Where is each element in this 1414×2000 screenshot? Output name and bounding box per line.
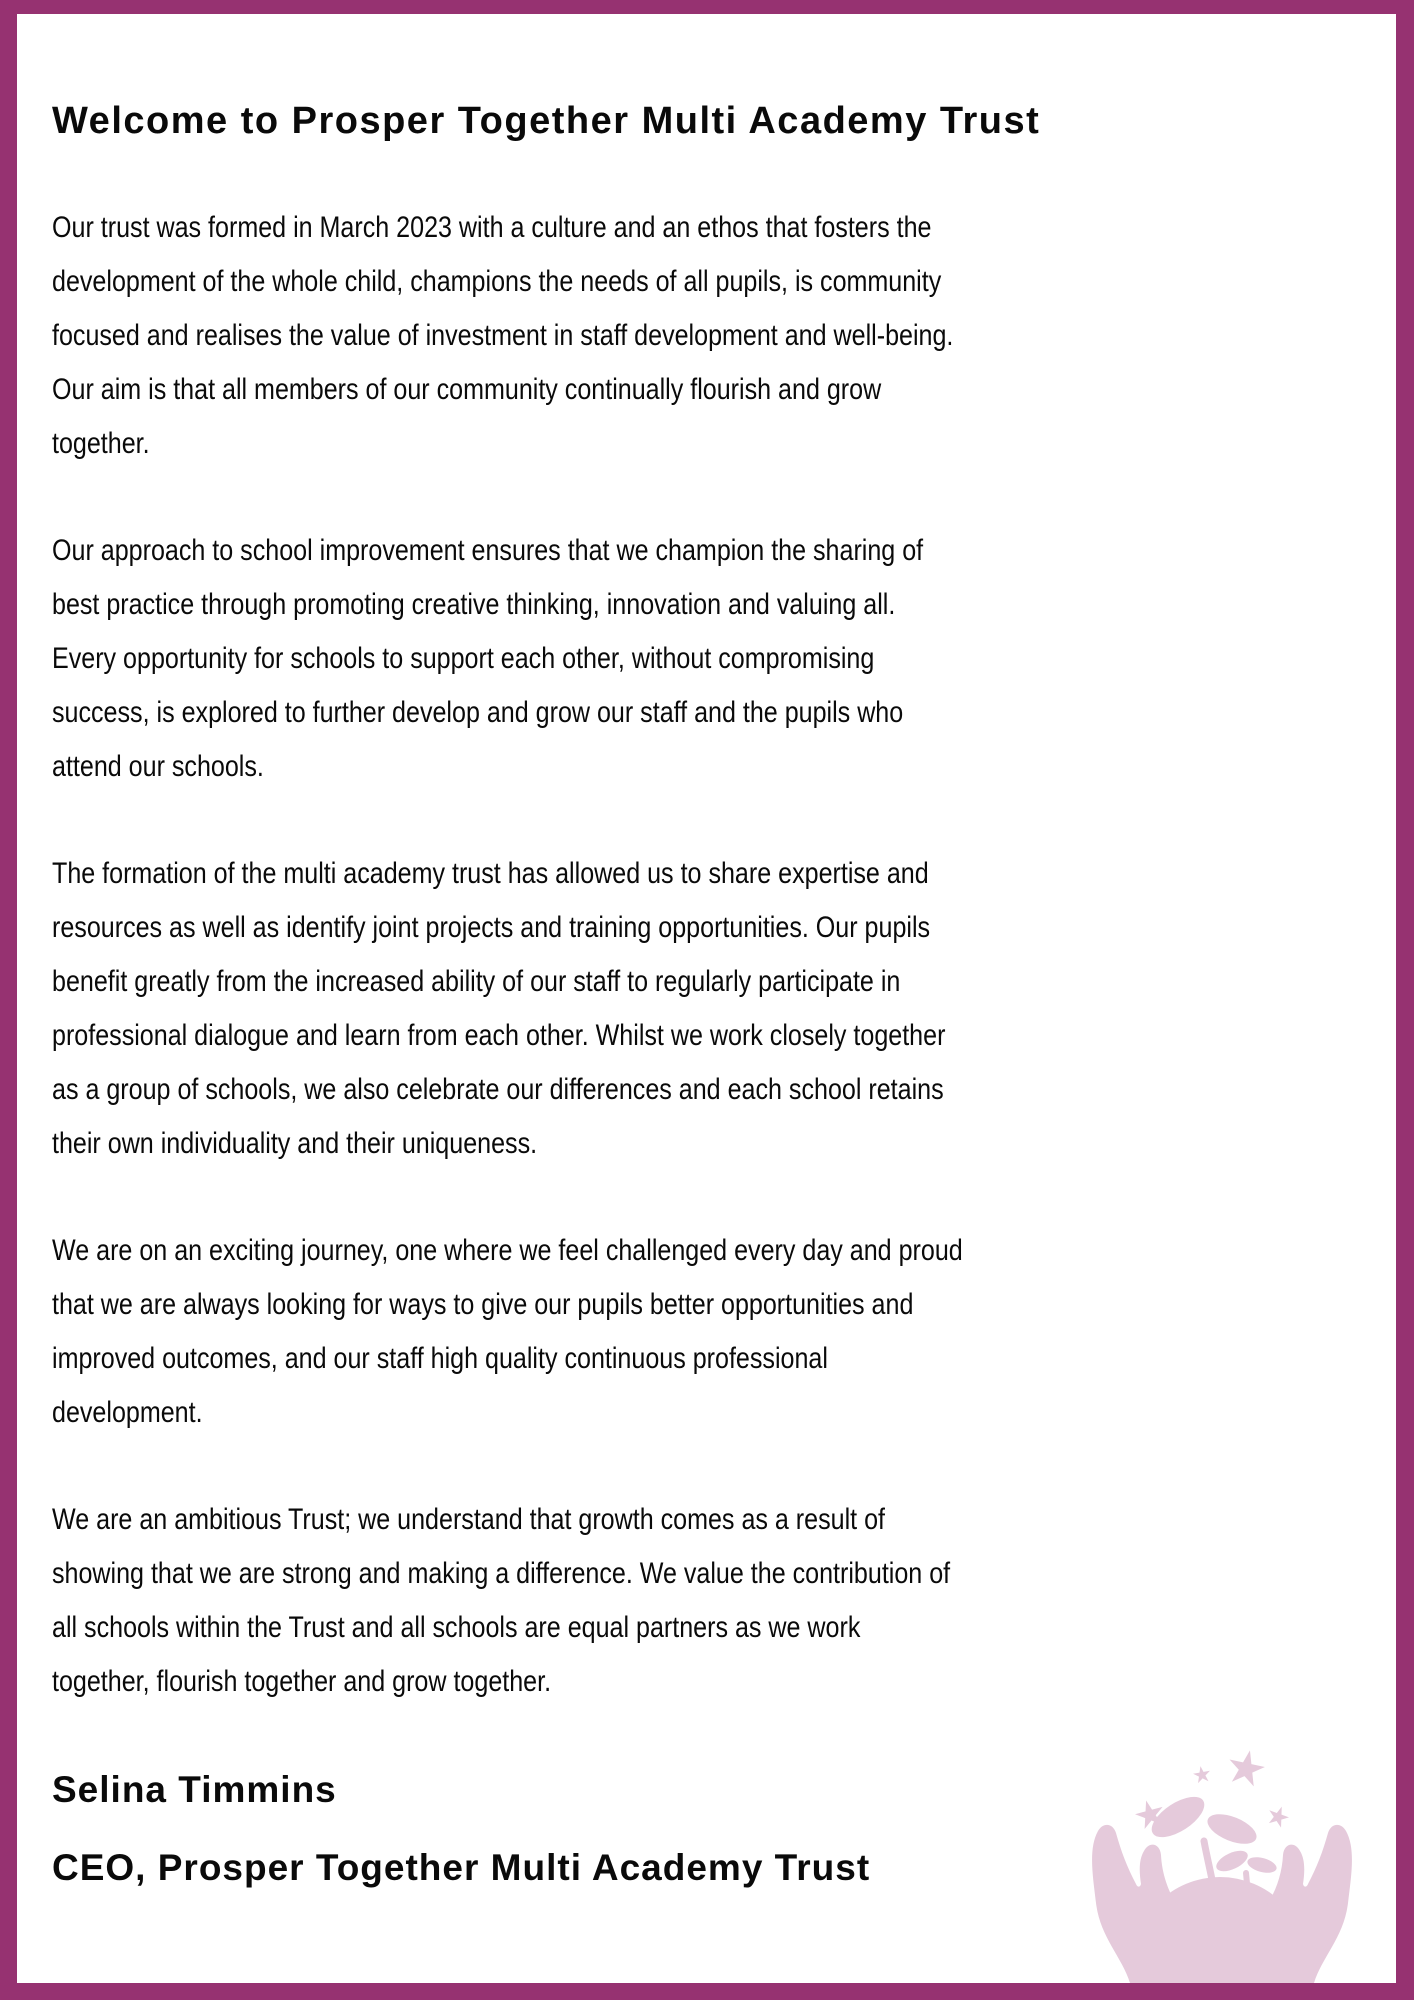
paragraph-line: attend our schools. bbox=[52, 750, 264, 783]
paragraph-line: Every opportunity for schools to support each other, without compromising bbox=[52, 642, 875, 675]
paragraph-line: Our trust was formed in March 2023 with a culture and an ethos that fosters the bbox=[52, 211, 932, 244]
paragraph-line: We are on an exciting journey, one where we feel challenged every day and proud bbox=[52, 1234, 963, 1267]
paragraph-line: that we are always looking for ways to give our pupils better opportunities and bbox=[52, 1288, 914, 1321]
page-title: Welcome to Prosper Together Multi Academy Trust bbox=[52, 100, 1041, 142]
paragraph-line: together. bbox=[52, 427, 150, 460]
paragraph-line: development. bbox=[52, 1396, 203, 1429]
paragraph-line: as a group of schools, we also celebrate our differences and each school retains bbox=[52, 1073, 944, 1106]
paragraph bbox=[52, 847, 1361, 1171]
paragraph-line: focused and realises the value of investment in staff development and well-being. bbox=[52, 319, 954, 352]
paragraph-line: resources as well as identify joint projects and training opportunities. Our pupils bbox=[52, 911, 931, 944]
paragraph-line: benefit greatly from the increased ability of our staff to regularly participate in bbox=[52, 965, 901, 998]
paragraph-line: Our approach to school improvement ensures that we champion the sharing of bbox=[52, 534, 924, 567]
hands-nurturing-plants-icon bbox=[1086, 1745, 1358, 1983]
paragraph bbox=[52, 201, 1361, 471]
paragraph-line: The formation of the multi academy trust has allowed us to share expertise and bbox=[52, 857, 929, 890]
trust-logo bbox=[1086, 1745, 1358, 1983]
paragraph-line: development of the whole child, champions the needs of all pupils, is community bbox=[52, 265, 942, 298]
paragraph-line: best practice through promoting creative thinking, innovation and valuing all. bbox=[52, 588, 896, 621]
paragraph-line: Our aim is that all members of our community continually flourish and grow bbox=[52, 373, 882, 406]
signature-name: Selina Timmins bbox=[52, 1769, 337, 1810]
paragraph-line: together, flourish together and grow together. bbox=[52, 1665, 552, 1698]
paragraph-line: success, is explored to further develop and grow our staff and the pupils who bbox=[52, 696, 904, 729]
paragraph-line: all schools within the Trust and all schools are equal partners as we work bbox=[52, 1611, 861, 1644]
paragraph bbox=[52, 1493, 1361, 1709]
paragraph-line: professional dialogue and learn from each other. Whilst we work closely together bbox=[52, 1019, 946, 1052]
paragraph-line: showing that we are strong and making a difference. We value the contribution of bbox=[52, 1557, 951, 1590]
paragraph-line: We are an ambitious Trust; we understand that growth comes as a result of bbox=[52, 1503, 885, 1536]
paragraph bbox=[52, 1224, 1361, 1440]
paragraph-line: improved outcomes, and our staff high quality continuous professional bbox=[52, 1342, 828, 1375]
signature-role: CEO, Prosper Together Multi Academy Trust bbox=[52, 1847, 871, 1888]
paragraph bbox=[52, 524, 1361, 794]
body-paragraphs bbox=[52, 201, 1361, 1709]
paragraph-line: their own individuality and their uniqueness. bbox=[52, 1127, 538, 1160]
